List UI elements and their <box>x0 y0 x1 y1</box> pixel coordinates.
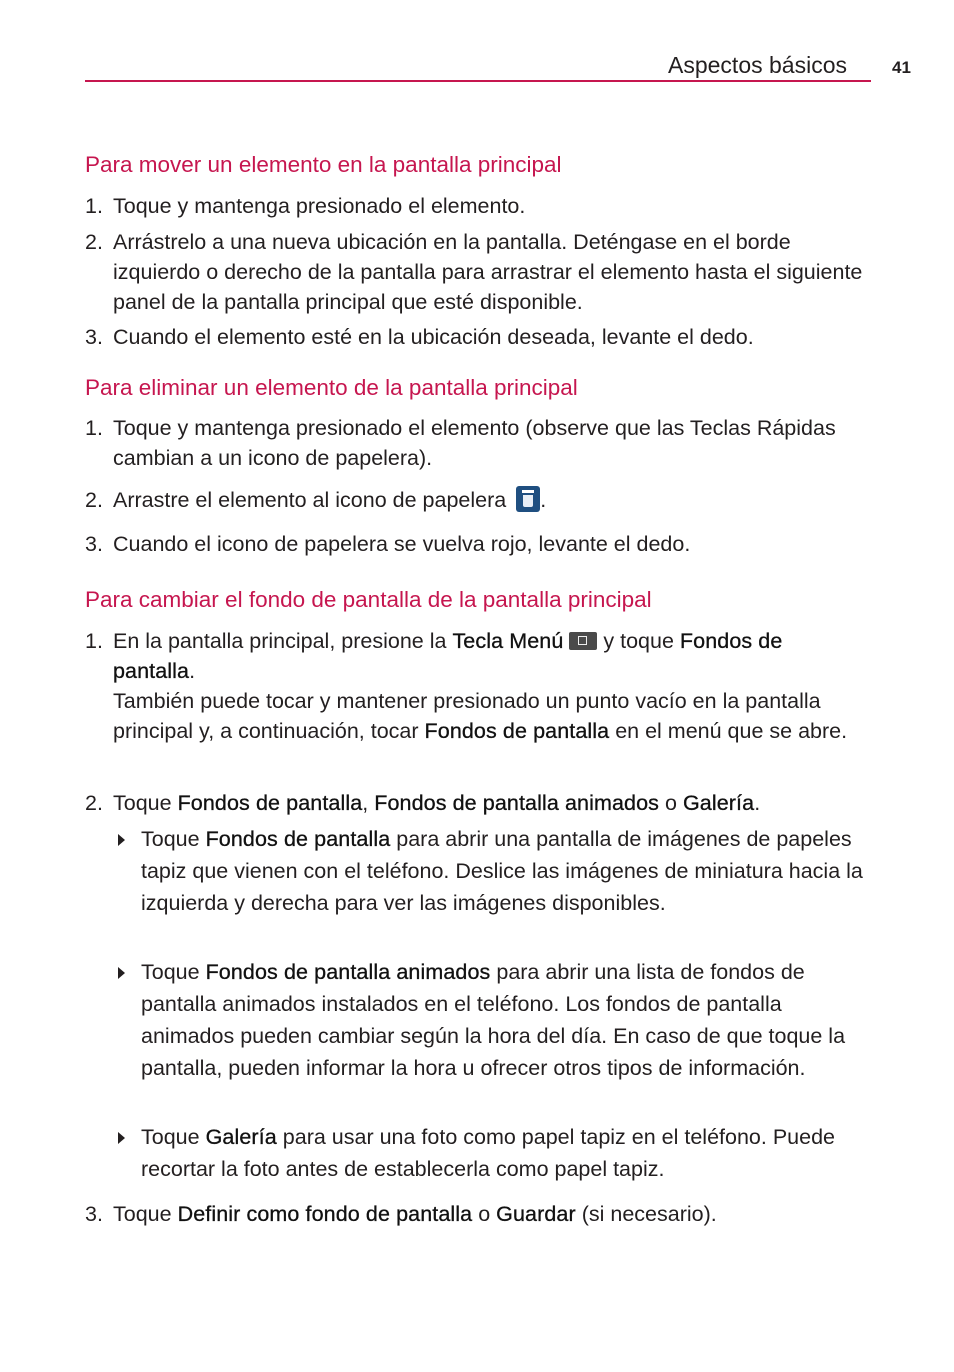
item-text <box>113 485 870 515</box>
sub-bullet <box>118 956 870 1084</box>
list-item <box>85 529 870 559</box>
text-fragment: Toque <box>113 791 172 815</box>
text-fragment: Toque <box>141 960 200 984</box>
text-fragment: en el menú que se abre. <box>615 719 848 743</box>
sub-bullet-text <box>141 1121 870 1185</box>
sub-bullet-text <box>141 823 870 919</box>
text-fragment: . <box>189 659 196 683</box>
sub-bullet-text <box>141 956 870 1084</box>
sub-bullet <box>118 1121 870 1185</box>
list-item <box>85 626 870 746</box>
item-number: 1. <box>85 416 103 440</box>
menu-icon <box>569 632 597 650</box>
text-fragment: También puede tocar y mantener presionado un punto vacío en la pantalla principal y, a continuación, tocar <box>113 689 821 743</box>
list-item <box>85 227 870 317</box>
item-text-end: . <box>540 488 547 512</box>
text-fragment: (si necesario). <box>581 1202 717 1226</box>
item-number: 2. <box>85 230 103 254</box>
keyword-gallery: Galería <box>682 791 755 815</box>
keyword-live-wallpapers: Fondos de pantalla animados <box>205 960 491 984</box>
list-item <box>85 1199 870 1229</box>
section-heading-delete: Para eliminar un elemento de la pantalla principal <box>85 375 578 400</box>
item-text <box>113 1199 870 1229</box>
sub-bullet <box>118 823 870 919</box>
text-fragment: o <box>665 791 677 815</box>
text-fragment: o <box>478 1202 491 1226</box>
list-item <box>85 485 870 515</box>
item-text: Toque y mantenga presionado el elemento. <box>113 194 526 218</box>
item-number: 3. <box>85 532 103 556</box>
list-item <box>85 322 870 352</box>
item-note <box>113 686 870 746</box>
text-fragment: para abrir una pantalla de imágenes de papeles tapiz que vienen con el teléfono. Deslice las imágenes de miniatura hacia la izquierda y derecha para ver las imágenes disponibles. <box>141 827 863 915</box>
text-fragment: y toque <box>603 629 674 653</box>
item-text <box>113 788 870 818</box>
keyword-wallpapers: Fondos de pantalla <box>205 827 391 851</box>
item-number: 3. <box>85 1202 103 1226</box>
text-fragment: para abrir una lista de fondos de pantalla animados instalados en el teléfono. Los fondos de pantalla animados pueden cambiar según la hora del día. En caso de que toque la pantalla, pueden informar la hora u ofrecer otros tipos de información. <box>141 960 846 1080</box>
header-title: Aspectos básicos <box>668 52 847 78</box>
keyword-wallpapers: Fondos de pantalla <box>424 719 610 743</box>
item-text: Toque y mantenga presionado el elemento (observe que las Teclas Rápidas cambian a un icono de papelera). <box>113 416 836 470</box>
keyword-menu-key: Tecla Menú <box>452 629 564 653</box>
text-fragment: , <box>362 791 369 815</box>
header-rule <box>85 80 871 82</box>
item-number: 1. <box>85 194 103 218</box>
page-number: 41 <box>892 58 911 77</box>
text-fragment: Toque <box>141 1125 200 1149</box>
text-fragment: . <box>754 791 761 815</box>
text-fragment: Toque <box>113 1202 172 1226</box>
bullet-arrow-icon <box>118 834 125 846</box>
trash-icon <box>516 486 540 512</box>
section-heading-wallpaper: Para cambiar el fondo de pantalla de la pantalla principal <box>85 587 652 612</box>
item-number: 1. <box>85 629 103 653</box>
text-fragment: Toque <box>141 827 200 851</box>
keyword-wallpapers: Fondos de pantalla <box>177 791 363 815</box>
keyword-save: Guardar <box>496 1202 576 1226</box>
keyword-wallpapers: Fondos de pantalla <box>113 629 783 683</box>
item-text: Cuando el elemento esté en la ubicación deseada, levante el dedo. <box>113 325 754 349</box>
text-fragment: para usar una foto como papel tapiz en el teléfono. Puede recortar la foto antes de establecerla como papel tapiz. <box>141 1125 835 1181</box>
item-text: Cuando el icono de papelera se vuelva rojo, levante el dedo. <box>113 532 691 556</box>
bullet-arrow-icon <box>118 1132 125 1144</box>
item-number: 3. <box>85 325 103 349</box>
item-number: 2. <box>85 791 103 815</box>
bullet-arrow-icon <box>118 967 125 979</box>
section-heading-move: Para mover un elemento en la pantalla principal <box>85 152 562 177</box>
list-item <box>85 413 870 473</box>
text-fragment: En la pantalla principal, presione la <box>113 629 447 653</box>
list-item <box>85 191 870 221</box>
item-text <box>113 626 870 686</box>
item-number: 2. <box>85 488 103 512</box>
list-item <box>85 788 870 818</box>
item-text-main: Arrastre el elemento al icono de papelera <box>113 488 507 512</box>
keyword-set-wallpaper: Definir como fondo de pantalla <box>177 1202 473 1226</box>
keyword-live-wallpapers: Fondos de pantalla animados <box>374 791 660 815</box>
item-text: Arrástrelo a una nueva ubicación en la pantalla. Deténgase en el borde izquierdo o derecho de la pantalla para arrastrar el elemento hasta el siguiente panel de la pantalla principal que esté disponible. <box>113 230 863 314</box>
keyword-gallery: Galería <box>205 1125 277 1149</box>
